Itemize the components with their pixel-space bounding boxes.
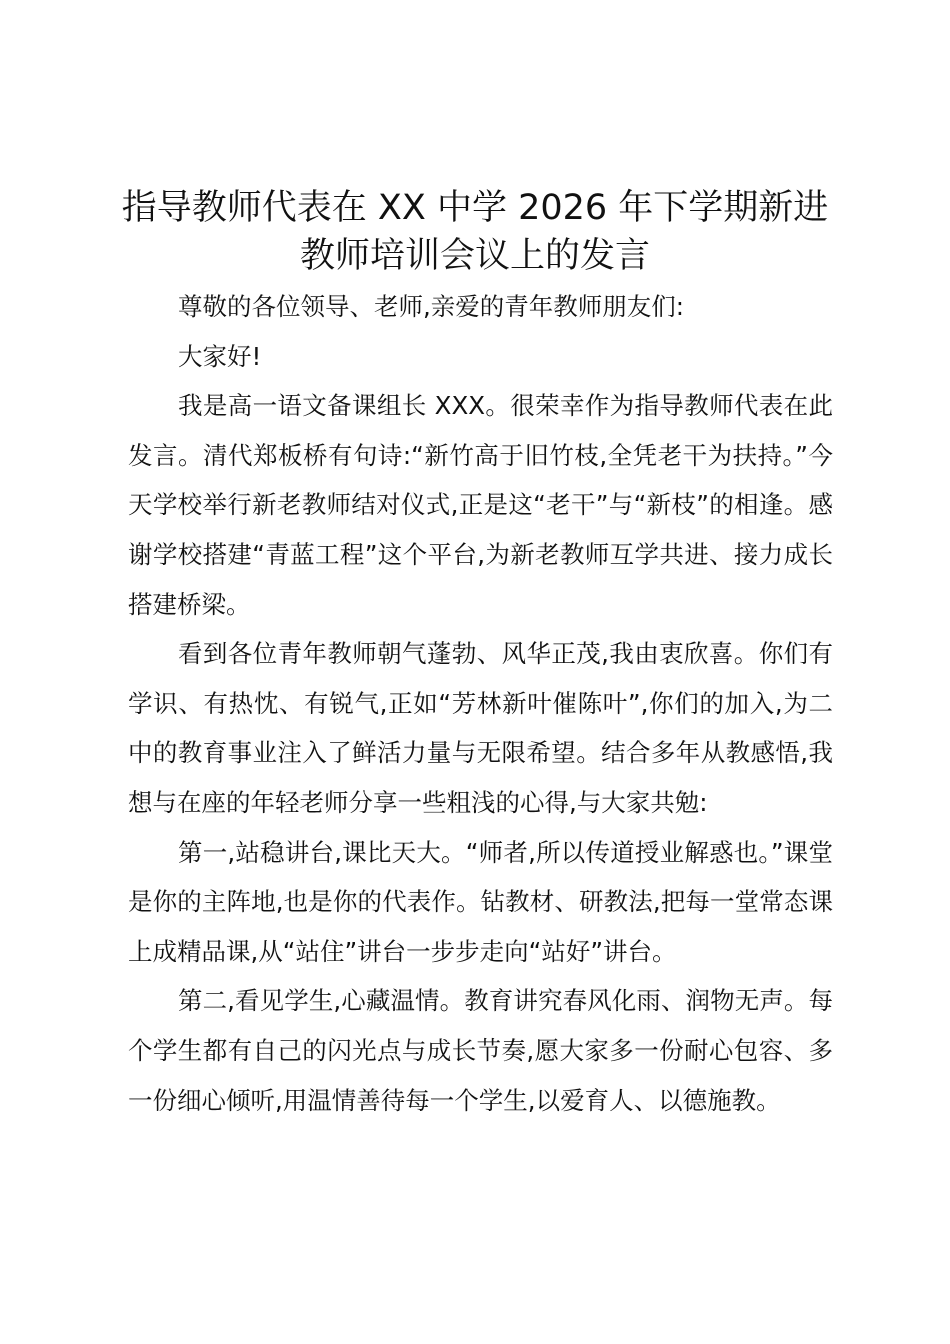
document-title [110,184,840,280]
welcome-paragraph: 看到各位青年教师朝气蓬勃、风华正茂,我由衷欣喜。你们有学识、有热忱、有锐气,正如“芳林新叶催陈叶”,你们的加入,为二中的教育事业注入了鲜活力量与无限希望。结合多年从教感悟,我想与在座的年轻老师分享一些粗浅的心得,与大家共勉: [128,639,833,817]
point-one-paragraph: 第一,站稳讲台,课比天大。“师者,所以传道授业解惑也。”课堂是你的主阵地,也是你的代表作。钻教材、研教法,把每一堂常态课上成精品课,从“站住”讲台一步步走向“站好”讲台。 [128,837,833,966]
document-body [128,282,833,1125]
title-line-2: 教师培训会议上的发言 [299,236,650,276]
title-line-1: 指导教师代表在 XX 中学 2026 年下学期新进 [121,188,829,228]
salutation-paragraph: 尊敬的各位领导、老师,亲爱的青年教师朋友们: [178,292,685,321]
point-two-paragraph: 第二,看见学生,心藏温情。教育讲究春风化雨、润物无声。每个学生都有自己的闪光点与成长节奏,愿大家多一份耐心包容、多一份细心倾听,用温情善待每一个学生,以爱育人、以德施教。 [128,986,833,1115]
intro-paragraph: 我是高一语文备课组长 XXX。很荣幸作为指导教师代表在此发言。清代郑板桥有句诗:“新竹高于旧竹枝,全凭老干为扶持。”今天学校举行新老教师结对仪式,正是这“老干”与“新枝”的相逢。感谢学校搭建“青蓝工程”这个平台,为新老教师互学共进、接力成长搭建桥梁。 [128,391,833,619]
greeting-paragraph: 大家好! [178,341,262,371]
